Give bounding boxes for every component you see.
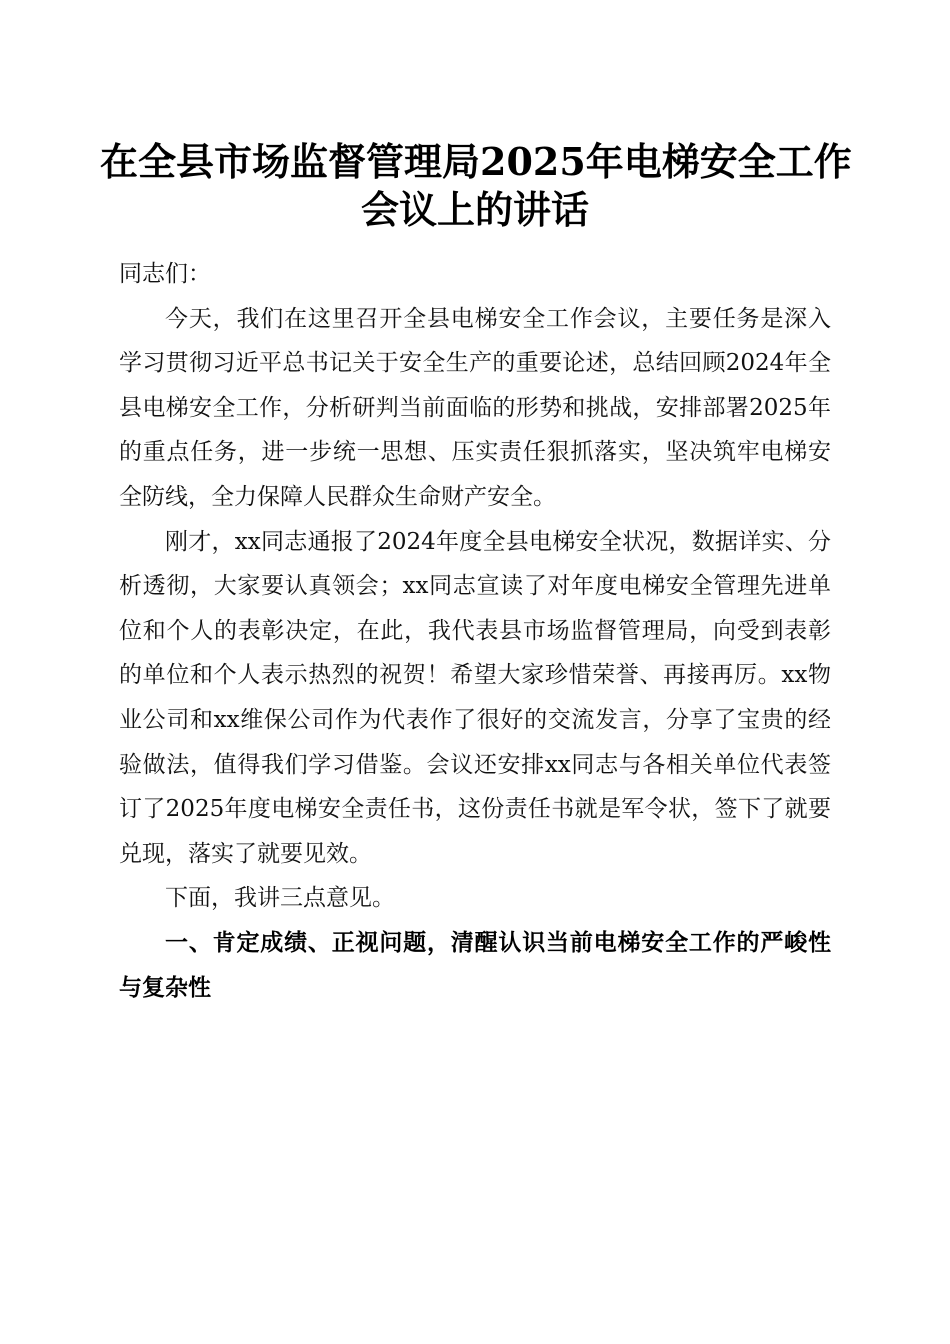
section-heading-1: 一、肯定成绩、正视问题，清醒认识当前电梯安全工作的严峻性与复杂性 (119, 929, 831, 1001)
title-line-1: 在全县市场监督管理局2025年电梯安全工作 (100, 139, 852, 184)
title-line-2: 会议上的讲话 (360, 187, 589, 232)
document-body (119, 252, 831, 1010)
paragraph-review: 刚才，xx同志通报了2024年度全县电梯安全状况，数据详实、分析透彻，大家要认真领会；xx同志宣读了对年度电梯安全管理先进单位和个人的表彰决定，在此，我代表县市场监督管理局，向受到表彰的单位和个人表示热烈的祝贺！希望大家珍惜荣誉、再接再厉。xx物业公司和xx维保公司作为代表作了很好的交流发言，分享了宝贵的经验做法，值得我们学习借鉴。会议还安排xx同志与各相关单位代表签订了2025年度电梯安全责任书，这份责任书就是军令状，签下了就要兑现，落实了就要见效。 (119, 528, 831, 867)
document-title (100, 138, 850, 234)
paragraph-transition: 下面，我讲三点意见。 (165, 885, 395, 912)
salutation: 同志们： (119, 261, 211, 287)
paragraph-opening: 今天，我们在这里召开全县电梯安全工作会议，主要任务是深入学习贯彻习近平总书记关于安全生产的重要论述，总结回顾2024年全县电梯安全工作，分析研判当前面临的形势和挑战，安排部署2025年的重点任务，进一步统一思想、压实责任狠抓落实，坚决筑牢电梯安全防线，全力保障人民群众生命财产安全。 (119, 305, 831, 510)
